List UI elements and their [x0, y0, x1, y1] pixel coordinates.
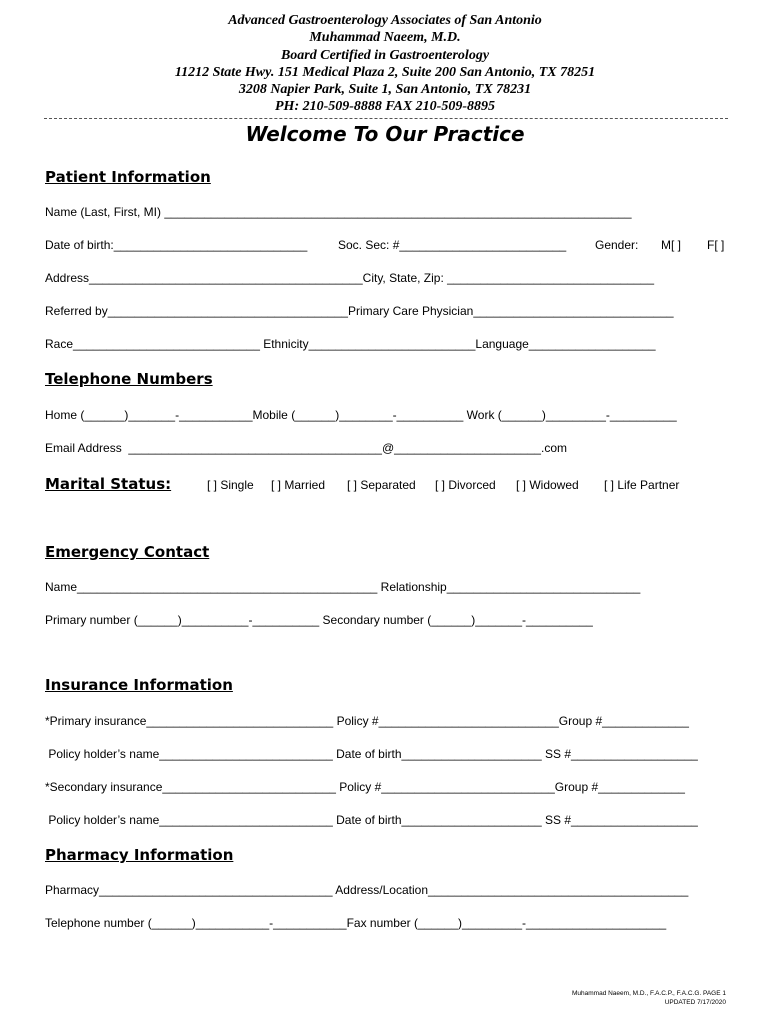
- marital-option-divorced[interactable]: [ ] Divorced: [435, 478, 496, 492]
- primary-holder-field[interactable]: Policy holder’s name__________________________ Date of birth_____________________ SS #___________________: [45, 747, 698, 761]
- doctor-name: Muhammad Naeem, M.D.: [309, 30, 461, 46]
- phone-numbers-field[interactable]: Home (______)_______-___________Mobile (______)________-__________ Work (______)_________-__________: [45, 408, 677, 422]
- footer-updated: UPDATED 7/17/2020: [664, 999, 726, 1006]
- secondary-holder-field[interactable]: Policy holder’s name__________________________ Date of birth_____________________ SS #___________________: [45, 813, 698, 827]
- marital-status-heading: Marital Status:: [45, 475, 172, 493]
- address-field[interactable]: Address_________________________________________City, State, Zip: _______________________________: [45, 271, 655, 285]
- gender-female-checkbox[interactable]: F[ ]: [707, 238, 725, 252]
- pharmacy-phone-field[interactable]: Telephone number (______)___________-___________Fax number (______)_________-_____________________: [45, 916, 667, 930]
- practice-name: Advanced Gastroenterology Associates of San Antonio: [228, 13, 542, 28]
- emergency-numbers-field[interactable]: Primary number (______)__________-__________ Secondary number (______)_______-__________: [45, 613, 593, 627]
- practice-header: [0, 12, 770, 116]
- page-footer: [572, 989, 726, 1007]
- race-ethnicity-language-field[interactable]: Race____________________________ Ethnicity_________________________Language___________________: [45, 337, 656, 351]
- board-certification: Board Certified in Gastroenterology: [280, 47, 490, 63]
- emergency-contact-heading: Emergency Contact: [45, 543, 210, 561]
- date-of-birth-field[interactable]: Date of birth:_____________________________: [45, 238, 308, 252]
- footer-doctor-page: Muhammad Naeem, M.D., F.A.C.P., F.A.C.G. PAGE 1: [571, 990, 726, 997]
- secondary-insurance-field[interactable]: *Secondary insurance__________________________ Policy #__________________________Group #_____________: [45, 780, 685, 794]
- insurance-information-heading: Insurance Information: [45, 676, 233, 694]
- marital-option-life-partner[interactable]: [ ] Life Partner: [604, 478, 680, 492]
- referred-by-field[interactable]: Referred by____________________________________Primary Care Physician______________________________: [45, 304, 674, 318]
- gender-label: Gender:: [595, 238, 639, 252]
- header-divider: [44, 118, 728, 119]
- pharmacy-field[interactable]: Pharmacy___________________________________ Address/Location_______________________________________: [45, 883, 689, 897]
- marital-option-separated[interactable]: [ ] Separated: [347, 478, 416, 492]
- marital-option-single[interactable]: [ ] Single: [207, 478, 254, 492]
- address-line-1: 11212 State Hwy. 151 Medical Plaza 2, Suite 200 San Antonio, TX 78251: [174, 64, 596, 80]
- marital-option-widowed[interactable]: [ ] Widowed: [516, 478, 579, 492]
- patient-name-field[interactable]: Name (Last, First, MI) ______________________________________________________________________: [45, 205, 632, 219]
- marital-option-married[interactable]: [ ] Married: [271, 478, 326, 492]
- primary-insurance-field[interactable]: *Primary insurance____________________________ Policy #___________________________Group #_____________: [45, 714, 689, 728]
- telephone-numbers-heading: Telephone Numbers: [45, 370, 213, 388]
- gender-male-checkbox[interactable]: M[ ]: [661, 238, 681, 252]
- page-title: Welcome To Our Practice: [245, 122, 525, 146]
- patient-information-heading: Patient Information: [45, 168, 211, 186]
- phone-fax: PH: 210-509-8888 FAX 210-509-8895: [275, 99, 495, 115]
- email-address-field[interactable]: Email Address ______________________________________@______________________.com: [45, 441, 567, 455]
- address-line-2: 3208 Napier Park, Suite 1, San Antonio, TX 78231: [238, 82, 532, 98]
- pharmacy-information-heading: Pharmacy Information: [45, 846, 234, 864]
- emergency-name-field[interactable]: Name_____________________________________________ Relationship_____________________________: [45, 580, 641, 594]
- social-security-field[interactable]: Soc. Sec: #_________________________: [338, 238, 567, 252]
